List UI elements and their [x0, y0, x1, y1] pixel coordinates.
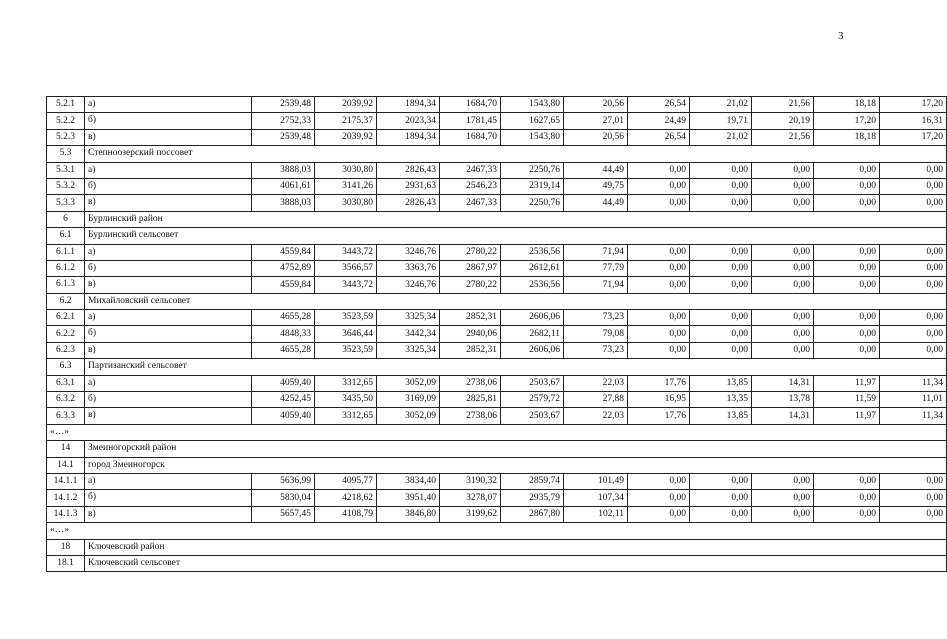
- value-cell: 0,00: [752, 244, 814, 260]
- row-variant: б): [85, 392, 252, 408]
- value-cell: 2467,33: [440, 195, 501, 211]
- table-row: [47, 490, 947, 506]
- row-variant: в): [85, 129, 252, 145]
- value-cell: 20,56: [564, 129, 628, 145]
- row-code: 5.3.2: [47, 178, 85, 194]
- continuation-marker: «…»: [47, 523, 947, 539]
- value-cell: 2852,31: [440, 310, 501, 326]
- value-cell: 13,85: [690, 408, 752, 424]
- row-code: 14.1.2: [47, 490, 85, 506]
- section-code: 14: [47, 441, 85, 457]
- value-cell: 0,00: [752, 277, 814, 293]
- value-cell: 0,00: [814, 490, 880, 506]
- value-cell: 2682,11: [501, 326, 564, 342]
- value-cell: 3646,44: [315, 326, 377, 342]
- continuation-row: [47, 424, 947, 440]
- value-cell: 17,20: [880, 97, 947, 113]
- row-variant: б): [85, 113, 252, 129]
- value-cell: 3312,65: [315, 408, 377, 424]
- value-cell: 3443,72: [315, 277, 377, 293]
- value-cell: 3442,34: [377, 326, 440, 342]
- value-cell: 2738,06: [440, 408, 501, 424]
- value-cell: 0,00: [628, 310, 690, 326]
- row-variant: в): [85, 195, 252, 211]
- value-cell: 4059,40: [252, 375, 315, 391]
- value-cell: 3566,57: [315, 260, 377, 276]
- value-cell: 17,20: [880, 129, 947, 145]
- value-cell: 0,00: [814, 310, 880, 326]
- value-cell: 0,00: [690, 244, 752, 260]
- row-variant: а): [85, 162, 252, 178]
- value-cell: 2175,37: [315, 113, 377, 129]
- value-cell: 3312,65: [315, 375, 377, 391]
- value-cell: 2826,43: [377, 195, 440, 211]
- value-cell: 0,00: [752, 506, 814, 522]
- value-cell: 3030,80: [315, 195, 377, 211]
- table-row: [47, 244, 947, 260]
- value-cell: 0,00: [880, 244, 947, 260]
- row-variant: б): [85, 178, 252, 194]
- value-cell: 1627,65: [501, 113, 564, 129]
- value-cell: 20,19: [752, 113, 814, 129]
- value-cell: 0,00: [628, 490, 690, 506]
- value-cell: 17,20: [814, 113, 880, 129]
- row-code: 6.2.3: [47, 342, 85, 358]
- value-cell: 102,11: [564, 506, 628, 522]
- section-code: 18: [47, 539, 85, 555]
- value-cell: 0,00: [880, 490, 947, 506]
- row-code: 6.3.1: [47, 375, 85, 391]
- row-variant: в): [85, 342, 252, 358]
- value-cell: 2780,22: [440, 244, 501, 260]
- section-row: [47, 293, 947, 309]
- value-cell: 0,00: [752, 310, 814, 326]
- value-cell: 2023,34: [377, 113, 440, 129]
- value-cell: 18,18: [814, 97, 880, 113]
- value-cell: 3030,80: [315, 162, 377, 178]
- value-cell: 0,00: [752, 195, 814, 211]
- section-title: Партизанский сельсовет: [85, 359, 947, 375]
- section-code: 5.3: [47, 146, 85, 162]
- row-code: 5.3.3: [47, 195, 85, 211]
- table-row: [47, 506, 947, 522]
- value-cell: 0,00: [880, 342, 947, 358]
- value-cell: 0,00: [628, 162, 690, 178]
- value-cell: 11,34: [880, 375, 947, 391]
- value-cell: 24,49: [628, 113, 690, 129]
- value-cell: 0,00: [880, 260, 947, 276]
- value-cell: 0,00: [752, 342, 814, 358]
- value-cell: 18,18: [814, 129, 880, 145]
- value-cell: 13,78: [752, 392, 814, 408]
- section-row: [47, 211, 947, 227]
- section-row: [47, 539, 947, 555]
- value-cell: 3888,03: [252, 195, 315, 211]
- value-cell: 73,23: [564, 310, 628, 326]
- value-cell: 2467,33: [440, 162, 501, 178]
- value-cell: 0,00: [880, 310, 947, 326]
- value-cell: 0,00: [880, 506, 947, 522]
- value-cell: 5636,99: [252, 473, 315, 489]
- value-cell: 0,00: [814, 326, 880, 342]
- value-cell: 0,00: [690, 178, 752, 194]
- value-cell: 4252,45: [252, 392, 315, 408]
- value-cell: 21,56: [752, 97, 814, 113]
- row-code: 6.1.2: [47, 260, 85, 276]
- value-cell: 3846,80: [377, 506, 440, 522]
- section-code: 14.1: [47, 457, 85, 473]
- value-cell: 3278,07: [440, 490, 501, 506]
- row-code: 14.1.3: [47, 506, 85, 522]
- section-title: Змеиногорский район: [85, 441, 947, 457]
- value-cell: 3888,03: [252, 162, 315, 178]
- table-row: [47, 178, 947, 194]
- row-code: 6.2.1: [47, 310, 85, 326]
- value-cell: 11,34: [880, 408, 947, 424]
- row-variant: а): [85, 244, 252, 260]
- section-row: [47, 457, 947, 473]
- value-cell: 2780,22: [440, 277, 501, 293]
- row-variant: а): [85, 375, 252, 391]
- value-cell: 0,00: [628, 260, 690, 276]
- table-row: [47, 113, 947, 129]
- value-cell: 22,03: [564, 408, 628, 424]
- value-cell: 0,00: [690, 490, 752, 506]
- value-cell: 2867,80: [501, 506, 564, 522]
- value-cell: 3052,09: [377, 408, 440, 424]
- value-cell: 0,00: [880, 178, 947, 194]
- value-cell: 11,01: [880, 392, 947, 408]
- value-cell: 4752,89: [252, 260, 315, 276]
- value-cell: 0,00: [814, 195, 880, 211]
- value-cell: 3199,62: [440, 506, 501, 522]
- value-cell: 2503,67: [501, 375, 564, 391]
- value-cell: 0,00: [690, 195, 752, 211]
- value-cell: 5830,04: [252, 490, 315, 506]
- value-cell: 4655,28: [252, 342, 315, 358]
- value-cell: 17,76: [628, 375, 690, 391]
- value-cell: 0,00: [690, 473, 752, 489]
- table-row: [47, 473, 947, 489]
- value-cell: 44,49: [564, 195, 628, 211]
- value-cell: 0,00: [814, 162, 880, 178]
- tariff-table: [46, 96, 947, 572]
- section-title: Ключевский сельсовет: [85, 555, 947, 571]
- section-code: 6.2: [47, 293, 85, 309]
- value-cell: 0,00: [814, 506, 880, 522]
- value-cell: 0,00: [752, 260, 814, 276]
- value-cell: 0,00: [690, 326, 752, 342]
- value-cell: 2250,76: [501, 195, 564, 211]
- value-cell: 71,94: [564, 244, 628, 260]
- value-cell: 21,02: [690, 129, 752, 145]
- value-cell: 2752,33: [252, 113, 315, 129]
- value-cell: 4559,84: [252, 244, 315, 260]
- section-code: 6.3: [47, 359, 85, 375]
- table-row: [47, 162, 947, 178]
- value-cell: 3834,40: [377, 473, 440, 489]
- value-cell: 0,00: [814, 342, 880, 358]
- section-title: Бурлинский сельсовет: [85, 228, 947, 244]
- row-variant: в): [85, 408, 252, 424]
- table-row: [47, 310, 947, 326]
- value-cell: 4108,79: [315, 506, 377, 522]
- value-cell: 1684,70: [440, 97, 501, 113]
- section-title: Бурлинский район: [85, 211, 947, 227]
- value-cell: 0,00: [752, 178, 814, 194]
- value-cell: 0,00: [690, 277, 752, 293]
- value-cell: 4655,28: [252, 310, 315, 326]
- value-cell: 0,00: [628, 506, 690, 522]
- value-cell: 0,00: [814, 277, 880, 293]
- value-cell: 3523,59: [315, 310, 377, 326]
- value-cell: 27,01: [564, 113, 628, 129]
- value-cell: 21,56: [752, 129, 814, 145]
- value-cell: 4059,40: [252, 408, 315, 424]
- value-cell: 0,00: [814, 260, 880, 276]
- value-cell: 0,00: [628, 473, 690, 489]
- value-cell: 0,00: [628, 244, 690, 260]
- row-code: 6.3.3: [47, 408, 85, 424]
- value-cell: 0,00: [752, 490, 814, 506]
- value-cell: 4218,62: [315, 490, 377, 506]
- value-cell: 22,03: [564, 375, 628, 391]
- value-cell: 101,49: [564, 473, 628, 489]
- value-cell: 13,35: [690, 392, 752, 408]
- value-cell: 2039,92: [315, 97, 377, 113]
- value-cell: 3951,40: [377, 490, 440, 506]
- value-cell: 3363,76: [377, 260, 440, 276]
- value-cell: 107,34: [564, 490, 628, 506]
- value-cell: 0,00: [628, 342, 690, 358]
- value-cell: 2546,23: [440, 178, 501, 194]
- value-cell: 79,08: [564, 326, 628, 342]
- table-row: [47, 97, 947, 113]
- table-row: [47, 326, 947, 342]
- value-cell: 3246,76: [377, 277, 440, 293]
- value-cell: 2935,79: [501, 490, 564, 506]
- value-cell: 11,97: [814, 408, 880, 424]
- table-row: [47, 195, 947, 211]
- value-cell: 21,02: [690, 97, 752, 113]
- row-code: 5.2.2: [47, 113, 85, 129]
- value-cell: 2826,43: [377, 162, 440, 178]
- row-code: 6.2.2: [47, 326, 85, 342]
- value-cell: 0,00: [814, 178, 880, 194]
- value-cell: 0,00: [880, 277, 947, 293]
- value-cell: 1684,70: [440, 129, 501, 145]
- value-cell: 0,00: [752, 326, 814, 342]
- value-cell: 1894,34: [377, 129, 440, 145]
- row-code: 5.2.1: [47, 97, 85, 113]
- value-cell: 2852,31: [440, 342, 501, 358]
- value-cell: 4848,33: [252, 326, 315, 342]
- section-row: [47, 359, 947, 375]
- value-cell: 1543,80: [501, 97, 564, 113]
- row-variant: в): [85, 506, 252, 522]
- value-cell: 0,00: [752, 473, 814, 489]
- value-cell: 17,76: [628, 408, 690, 424]
- value-cell: 16,95: [628, 392, 690, 408]
- section-code: 6: [47, 211, 85, 227]
- value-cell: 2738,06: [440, 375, 501, 391]
- table-row: [47, 277, 947, 293]
- section-row: [47, 441, 947, 457]
- value-cell: 14,31: [752, 375, 814, 391]
- value-cell: 2867,97: [440, 260, 501, 276]
- value-cell: 4061,61: [252, 178, 315, 194]
- value-cell: 0,00: [752, 162, 814, 178]
- value-cell: 49,75: [564, 178, 628, 194]
- value-cell: 2606,06: [501, 310, 564, 326]
- value-cell: 0,00: [690, 260, 752, 276]
- section-row: [47, 555, 947, 571]
- value-cell: 3325,34: [377, 310, 440, 326]
- value-cell: 3169,09: [377, 392, 440, 408]
- value-cell: 13,85: [690, 375, 752, 391]
- row-variant: б): [85, 490, 252, 506]
- value-cell: 0,00: [628, 277, 690, 293]
- value-cell: 2539,48: [252, 129, 315, 145]
- section-code: 18.1: [47, 555, 85, 571]
- value-cell: 11,97: [814, 375, 880, 391]
- value-cell: 4559,84: [252, 277, 315, 293]
- value-cell: 2503,67: [501, 408, 564, 424]
- value-cell: 2539,48: [252, 97, 315, 113]
- table-row: [47, 260, 947, 276]
- row-code: 6.3.2: [47, 392, 85, 408]
- value-cell: 20,56: [564, 97, 628, 113]
- value-cell: 3052,09: [377, 375, 440, 391]
- section-title: город Змеиногорск: [85, 457, 947, 473]
- row-code: 6.1.1: [47, 244, 85, 260]
- value-cell: 26,54: [628, 97, 690, 113]
- value-cell: 3141,26: [315, 178, 377, 194]
- row-variant: в): [85, 277, 252, 293]
- section-title: Степноозерский поссовет: [85, 146, 947, 162]
- value-cell: 27,88: [564, 392, 628, 408]
- value-cell: 0,00: [880, 326, 947, 342]
- row-variant: а): [85, 97, 252, 113]
- row-variant: а): [85, 473, 252, 489]
- value-cell: 4095,77: [315, 473, 377, 489]
- value-cell: 0,00: [880, 195, 947, 211]
- value-cell: 1543,80: [501, 129, 564, 145]
- value-cell: 2579,72: [501, 392, 564, 408]
- continuation-marker: «…»: [47, 424, 947, 440]
- row-variant: б): [85, 260, 252, 276]
- value-cell: 3523,59: [315, 342, 377, 358]
- table-row: [47, 129, 947, 145]
- value-cell: 2825,81: [440, 392, 501, 408]
- value-cell: 2859,74: [501, 473, 564, 489]
- section-title: Михайловский сельсовет: [85, 293, 947, 309]
- value-cell: 19,71: [690, 113, 752, 129]
- value-cell: 3246,76: [377, 244, 440, 260]
- value-cell: 2612,61: [501, 260, 564, 276]
- value-cell: 0,00: [814, 473, 880, 489]
- value-cell: 73,23: [564, 342, 628, 358]
- value-cell: 0,00: [880, 473, 947, 489]
- section-title: Ключевский район: [85, 539, 947, 555]
- value-cell: 2606,06: [501, 342, 564, 358]
- table-row: [47, 342, 947, 358]
- value-cell: 2319,14: [501, 178, 564, 194]
- value-cell: 1781,45: [440, 113, 501, 129]
- value-cell: 0,00: [690, 310, 752, 326]
- row-variant: а): [85, 310, 252, 326]
- section-row: [47, 228, 947, 244]
- table-body: [47, 97, 947, 572]
- continuation-row: [47, 523, 947, 539]
- value-cell: 77,79: [564, 260, 628, 276]
- value-cell: 0,00: [690, 162, 752, 178]
- value-cell: 14,31: [752, 408, 814, 424]
- value-cell: 2250,76: [501, 162, 564, 178]
- row-code: 5.3.1: [47, 162, 85, 178]
- row-code: 6.1.3: [47, 277, 85, 293]
- value-cell: 3435,50: [315, 392, 377, 408]
- page-number: 3: [838, 30, 844, 42]
- table-row: [47, 408, 947, 424]
- value-cell: 2940,06: [440, 326, 501, 342]
- value-cell: 2536,56: [501, 244, 564, 260]
- section-row: [47, 146, 947, 162]
- row-code: 5.2.3: [47, 129, 85, 145]
- value-cell: 0,00: [690, 342, 752, 358]
- value-cell: 0,00: [880, 162, 947, 178]
- value-cell: 3443,72: [315, 244, 377, 260]
- value-cell: 0,00: [628, 195, 690, 211]
- value-cell: 1894,34: [377, 97, 440, 113]
- value-cell: 26,54: [628, 129, 690, 145]
- section-code: 6.1: [47, 228, 85, 244]
- value-cell: 2536,56: [501, 277, 564, 293]
- value-cell: 2931,63: [377, 178, 440, 194]
- row-code: 14.1.1: [47, 473, 85, 489]
- row-variant: б): [85, 326, 252, 342]
- value-cell: 2039,92: [315, 129, 377, 145]
- value-cell: 0,00: [628, 326, 690, 342]
- value-cell: 0,00: [690, 506, 752, 522]
- value-cell: 11,59: [814, 392, 880, 408]
- value-cell: 44,49: [564, 162, 628, 178]
- value-cell: 71,94: [564, 277, 628, 293]
- value-cell: 3325,34: [377, 342, 440, 358]
- table-row: [47, 392, 947, 408]
- value-cell: 5657,45: [252, 506, 315, 522]
- value-cell: 3190,32: [440, 473, 501, 489]
- value-cell: 16,31: [880, 113, 947, 129]
- table-row: [47, 375, 947, 391]
- value-cell: 0,00: [628, 178, 690, 194]
- value-cell: 0,00: [814, 244, 880, 260]
